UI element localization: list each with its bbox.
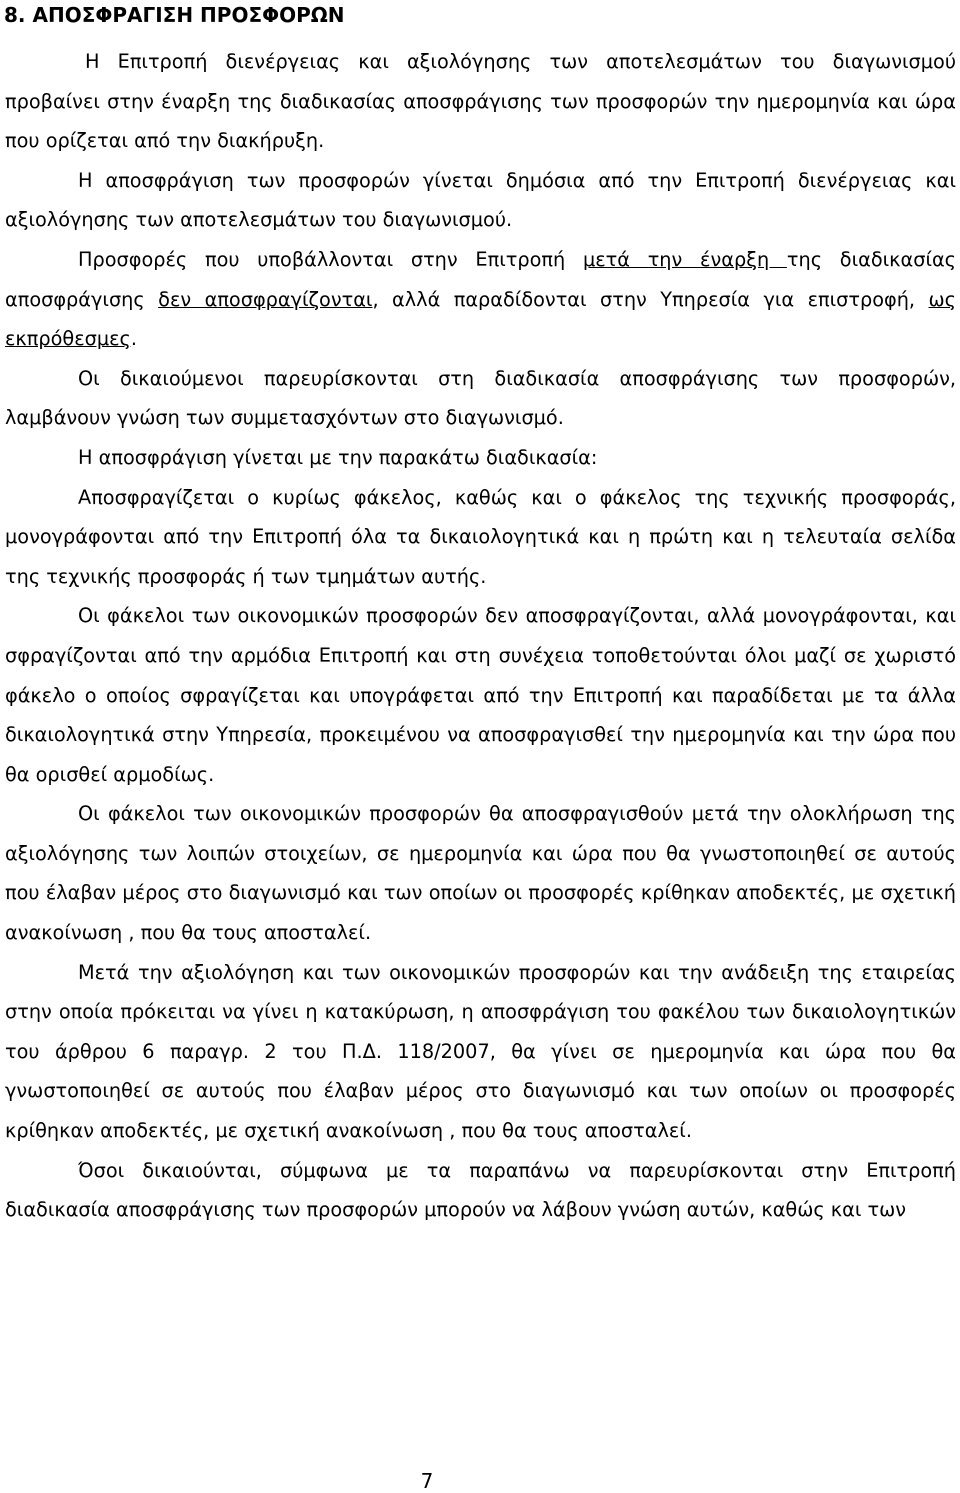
- late-offers-underline-overdue: ως εκπρόθεσμες: [5, 287, 956, 351]
- paragraph-public-unsealing: Η αποσφράγιση των προσφορών γίνεται δημόσια από την Επιτροπή διενέργειας και αξιολόγησης των αποτελεσμάτων του διαγωνισμού.: [5, 168, 956, 232]
- late-offers-text-3: , αλλά παραδίδονται στην Υπηρεσία για επιστροφή,: [372, 287, 929, 311]
- paragraph-main-envelope: Αποσφραγίζεται ο κυρίως φάκελος, καθώς και ο φάκελος της τεχνικής προσφοράς, μονογράφονται από την Επιτροπή όλα τα δικαιολογητικά και η πρώτη και η τελευταία σελίδα της τεχνικής προσφοράς ή των τμημάτων αυτής.: [5, 485, 956, 588]
- late-offers-text-2: της διαδικασίας αποσφράγισης: [5, 247, 956, 311]
- paragraph-opening-procedure: Η Επιτροπή διενέργειας και αξιολόγησης των αποτελεσμάτων του διαγωνισμού προβαίνει στην έναρξη της διαδικασίας αποσφράγισης των προσφορών την ημερομηνία και ώρα που ορίζεται από την διακήρυξη.: [5, 50, 956, 153]
- paragraph-entitled-attendees: Οι δικαιούμενοι παρευρίσκονται στη διαδικασία αποσφράγισης των προσφορών, λαμβάνουν γνώση των συμμετασχόντων στο διαγωνισμό.: [5, 366, 956, 430]
- section-heading: 8. ΑΠΟΣΦΡΑΓΙΣΗ ΠΡΟΣΦΟΡΩΝ: [4, 3, 345, 27]
- late-offers-text-4: .: [130, 327, 138, 351]
- paragraph-financial-unsealing: Οι φάκελοι των οικονομικών προσφορών θα αποσφραγισθούν μετά την ολοκλήρωση της αξιολόγησης των λοιπών στοιχείων, σε ημερομηνία και ώρα που θα γνωστοποιηθεί σε αυτούς που έλαβαν μέρος στο διαγωνισμό και των οποίων οι προσφορές κρίθηκαν αποδεκτές, με σχετική ανακοίνωση , που θα τους αποσταλεί.: [5, 802, 956, 945]
- paragraph-entitled-knowledge: Όσοι δικαιούνται, σύμφωνα με τα παραπάνω να παρευρίσκονται στην Επιτροπή διαδικασία αποσφράγισης των προσφορών μπορούν να λάβουν γνώση αυτών, καθώς και των: [5, 1158, 956, 1222]
- document-body: [5, 42, 956, 1230]
- paragraph-financial-envelopes: Οι φάκελοι των οικονομικών προσφορών δεν αποσφραγίζονται, αλλά μονογράφονται, και σφραγίζονται από την αρμόδια Επιτροπή και στη συνέχεια τοποθετούνται όλοι μαζί σε χωριστό φάκελο ο οποίος σφραγίζεται και υπογράφεται από την Επιτροπή και παραδίδεται με τα άλλα δικαιολογητικά στην Υπηρεσία, προκειμένου να αποσφραγισθεί την ημερομηνία και την ώρα που θα ορισθεί αρμοδίως.: [5, 604, 956, 786]
- paragraph-late-offers: [5, 240, 956, 359]
- paragraph-procedure-intro: Η αποσφράγιση γίνεται με την παρακάτω διαδικασία:: [78, 445, 598, 469]
- late-offers-underline-after-start: μετά την έναρξη: [582, 247, 787, 271]
- late-offers-underline-not-unsealed: δεν αποσφραγίζονται: [158, 287, 373, 311]
- paragraph-award-documents: Μετά την αξιολόγηση και των οικονομικών προσφορών και την ανάδειξη της εταιρείας στην οποία πρόκειται να γίνει η κατακύρωση, η αποσφράγιση του φακέλου των δικαιολογητικών του άρθρου 6 παραγρ. 2 του Π.Δ. 118/2007, θα γίνει σε ημερομηνία και ώρα που θα γνωστοποιηθεί σε αυτούς που έλαβαν μέρος στο διαγωνισμό και των οποίων οι προσφορές κρίθηκαν αποδεκτές, με σχετική ανακοίνωση , που θα τους αποσταλεί.: [5, 960, 956, 1143]
- late-offers-text-1: Προσφορές που υποβάλλονται στην Επιτροπή: [78, 247, 583, 271]
- page-number: 7: [420, 1469, 434, 1493]
